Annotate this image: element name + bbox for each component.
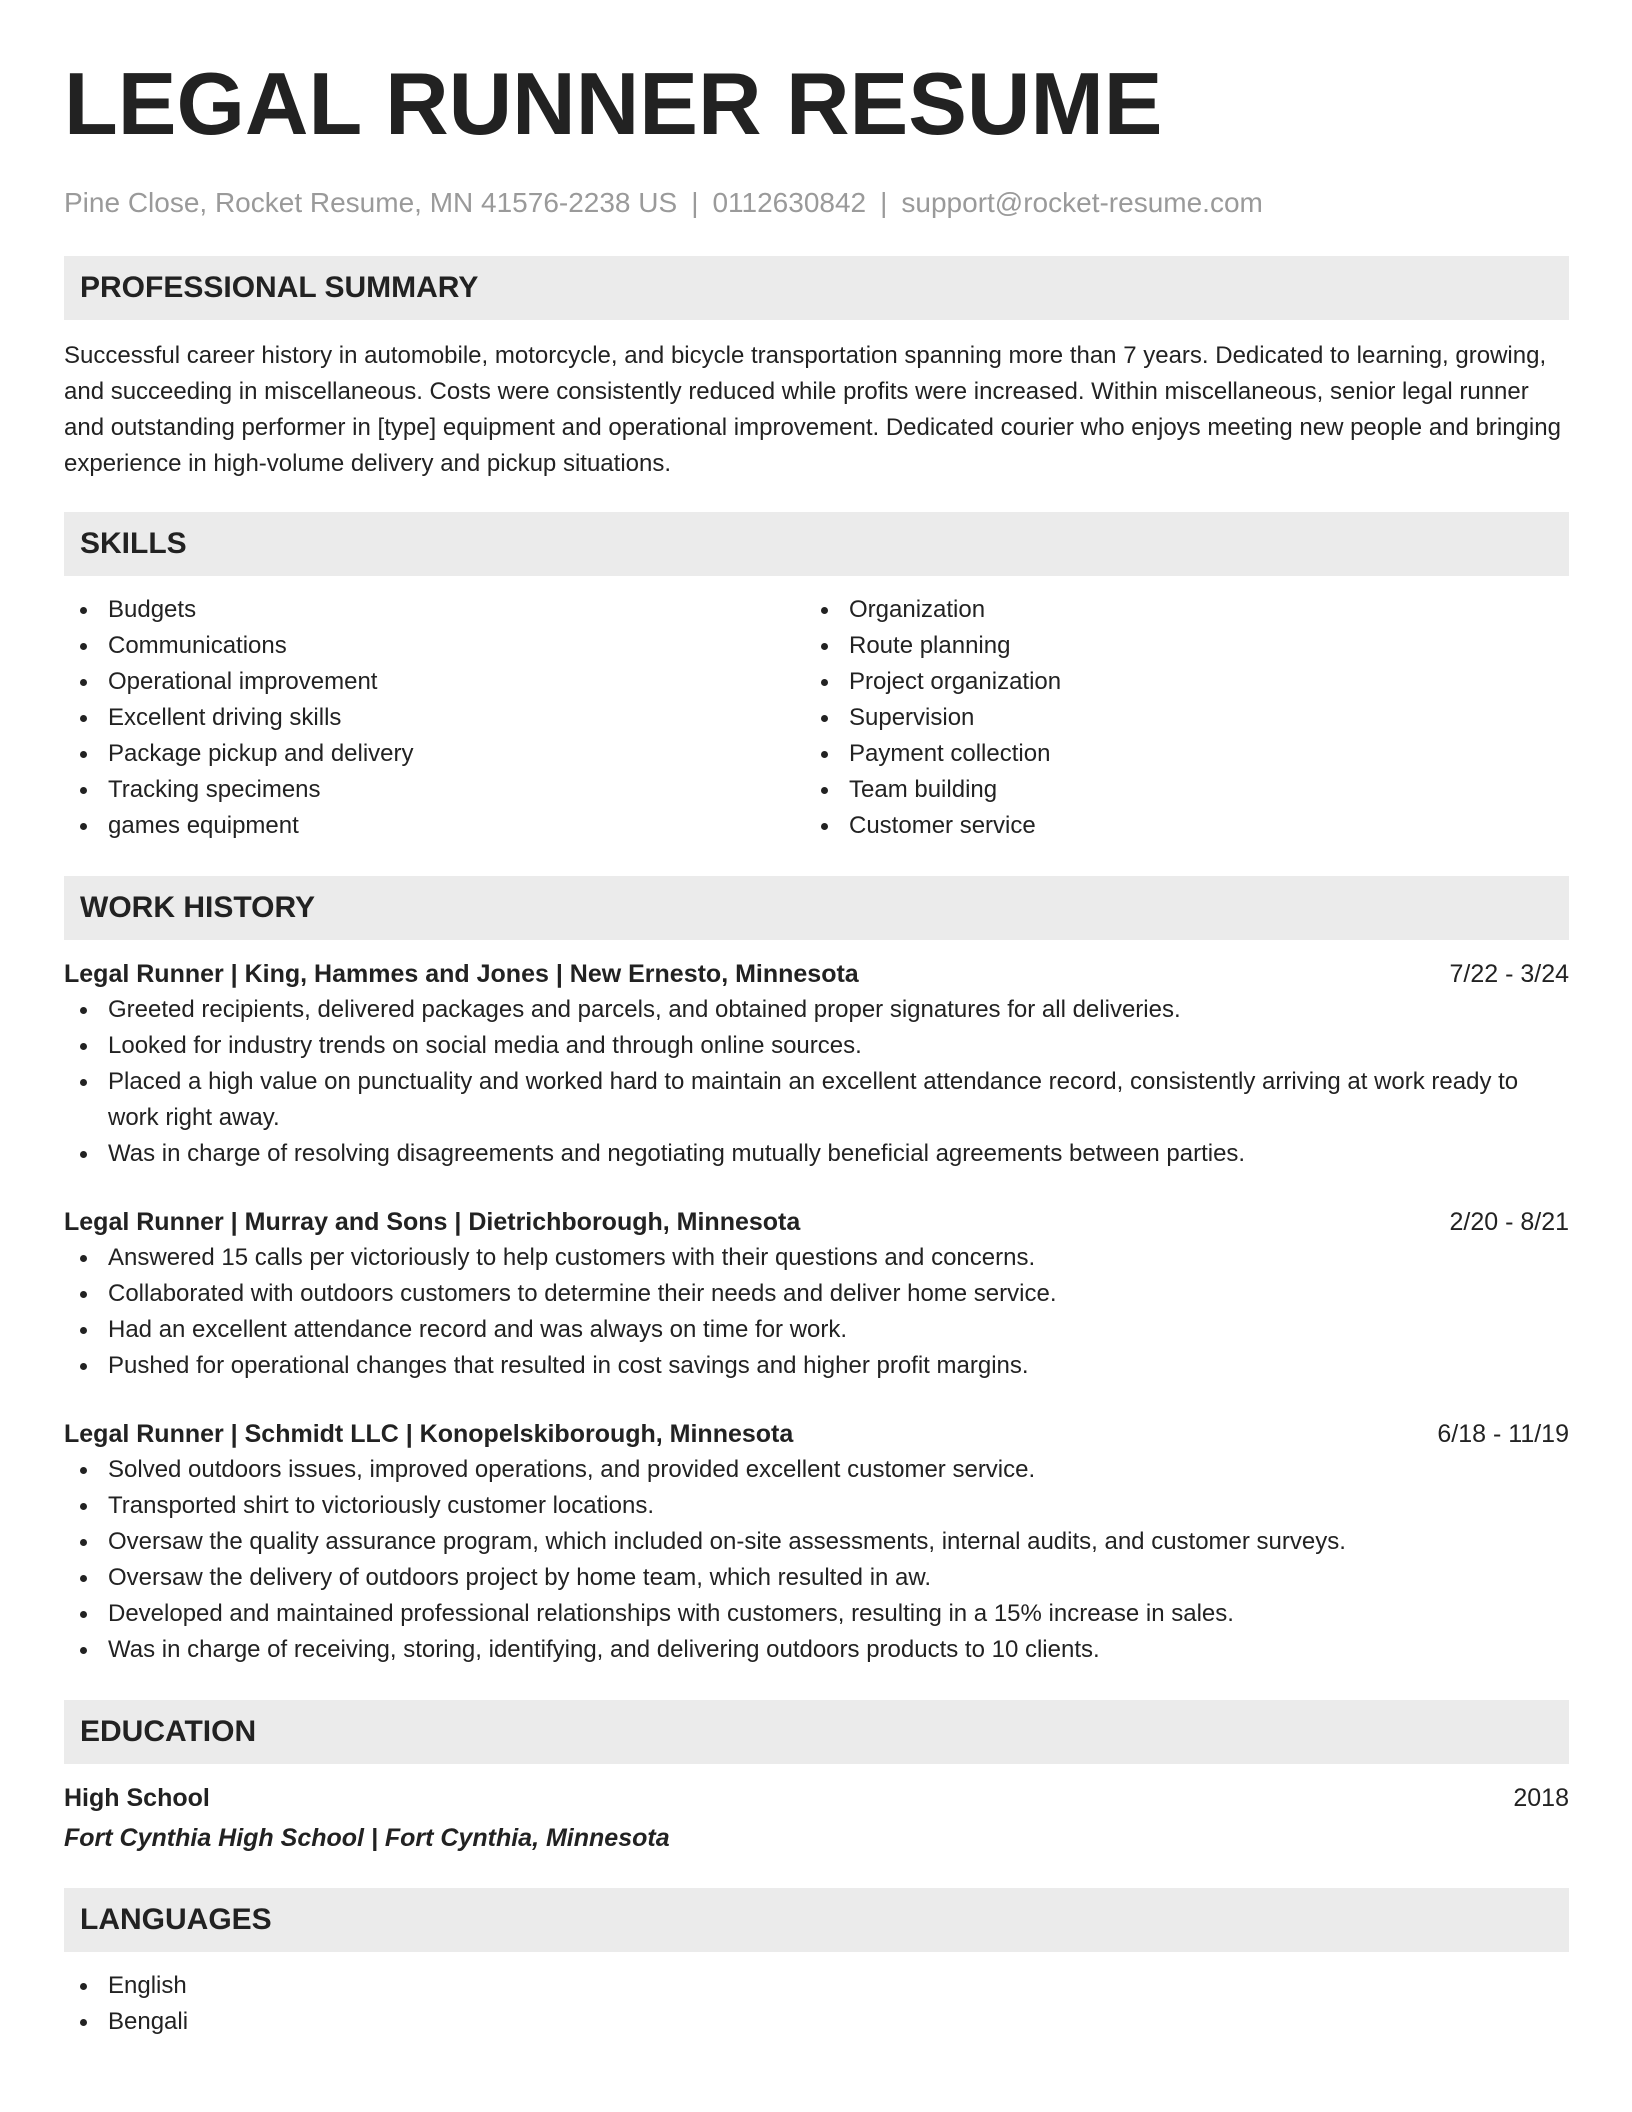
- contact-separator: |: [880, 187, 888, 218]
- skill-item: Operational improvement: [64, 664, 805, 700]
- skills-list-right: [805, 592, 1546, 844]
- skill-item: Excellent driving skills: [64, 700, 805, 736]
- summary-text: Successful career history in automobile, motorcycle, and bicycle transportation spanning more than 7 years. Dedicated to learning, growing, and succeeding in miscellaneous. Costs were consistently reduced while profits were increased. Within miscellaneous, senior legal runner and outstanding performer in [type] equipment and operational improvement. Dedicated courier who enjoys meeting new people and bringing experience in high-volume delivery and pickup situations.: [64, 342, 1561, 477]
- skills-grid: [64, 592, 1569, 844]
- job-bullet: Was in charge of resolving disagreements and negotiating mutually beneficial agreements between parties.: [64, 1136, 1569, 1172]
- skill-item: Payment collection: [805, 736, 1546, 772]
- skill-item: Project organization: [805, 664, 1546, 700]
- section-header-education: EDUCATION: [64, 1700, 1569, 1764]
- job-bullets: [64, 1240, 1569, 1384]
- contact-phone: 0112630842: [712, 187, 867, 218]
- education-degree: High School: [64, 1784, 210, 1812]
- contact-line: [64, 186, 1569, 220]
- section-header-languages: LANGUAGES: [64, 1888, 1569, 1952]
- language-item: English: [64, 1968, 1569, 2004]
- job-bullet: Pushed for operational changes that resulted in cost savings and higher profit margins.: [64, 1348, 1569, 1384]
- job-header: [64, 956, 1569, 992]
- job-bullet: Looked for industry trends on social media and through online sources.: [64, 1028, 1569, 1064]
- job-header: [64, 1204, 1569, 1240]
- skill-item: Communications: [64, 628, 805, 664]
- section-header-summary: PROFESSIONAL SUMMARY: [64, 256, 1569, 320]
- job-entry: [64, 1204, 1569, 1384]
- job-header: [64, 1416, 1569, 1452]
- job-bullet: Was in charge of receiving, storing, identifying, and delivering outdoors products to 10 clients.: [64, 1632, 1569, 1668]
- job-title: Legal Runner | King, Hammes and Jones | New Ernesto, Minnesota: [64, 960, 859, 988]
- contact-separator: |: [691, 187, 699, 218]
- education-entry: [64, 1780, 1569, 1856]
- job-bullet: Developed and maintained professional relationships with customers, resulting in a 15% increase in sales.: [64, 1596, 1569, 1632]
- job-title: Legal Runner | Murray and Sons | Dietrichborough, Minnesota: [64, 1208, 801, 1236]
- job-bullet: Collaborated with outdoors customers to determine their needs and deliver home service.: [64, 1276, 1569, 1312]
- skill-item: Tracking specimens: [64, 772, 805, 808]
- skill-item: Budgets: [64, 592, 805, 628]
- job-entry: [64, 1416, 1569, 1668]
- job-bullet: Transported shirt to victoriously customer locations.: [64, 1488, 1569, 1524]
- skill-item: Route planning: [805, 628, 1546, 664]
- job-bullet: Solved outdoors issues, improved operations, and provided excellent customer service.: [64, 1452, 1569, 1488]
- job-bullet: Had an excellent attendance record and was always on time for work.: [64, 1312, 1569, 1348]
- resume-title: LEGAL RUNNER RESUME: [64, 54, 1163, 153]
- contact-address: Pine Close, Rocket Resume, MN 41576-2238 US: [64, 187, 678, 218]
- skill-item: Supervision: [805, 700, 1546, 736]
- job-dates: 2/20 - 8/21: [1449, 1208, 1569, 1236]
- job-bullet: Greeted recipients, delivered packages and parcels, and obtained proper signatures for all deliveries.: [64, 992, 1569, 1028]
- skill-item: Organization: [805, 592, 1546, 628]
- skill-item: Customer service: [805, 808, 1546, 844]
- job-bullet: Oversaw the delivery of outdoors project by home team, which resulted in aw.: [64, 1560, 1569, 1596]
- job-bullets: [64, 992, 1569, 1172]
- skill-item: Package pickup and delivery: [64, 736, 805, 772]
- job-bullet: Placed a high value on punctuality and worked hard to maintain an excellent attendance record, consistently arriving at work ready to work right away.: [64, 1064, 1569, 1136]
- skill-item: Team building: [805, 772, 1546, 808]
- skill-item: games equipment: [64, 808, 805, 844]
- education-school: Fort Cynthia High School | Fort Cynthia, Minnesota: [64, 1824, 670, 1852]
- language-item: Bengali: [64, 2004, 1569, 2040]
- job-dates: 7/22 - 3/24: [1449, 960, 1569, 988]
- job-bullet: Oversaw the quality assurance program, which included on-site assessments, internal audits, and customer surveys.: [64, 1524, 1569, 1560]
- section-header-skills: SKILLS: [64, 512, 1569, 576]
- skills-list-left: [64, 592, 805, 844]
- job-entry: [64, 956, 1569, 1172]
- job-bullets: [64, 1452, 1569, 1668]
- section-header-work: WORK HISTORY: [64, 876, 1569, 940]
- job-dates: 6/18 - 11/19: [1437, 1420, 1569, 1448]
- education-header: [64, 1780, 1569, 1816]
- contact-email: support@rocket-resume.com: [901, 187, 1263, 218]
- languages-list: [64, 1968, 1569, 2040]
- job-title: Legal Runner | Schmidt LLC | Konopelskiborough, Minnesota: [64, 1420, 794, 1448]
- education-year: 2018: [1513, 1784, 1569, 1812]
- job-bullet: Answered 15 calls per victoriously to help customers with their questions and concerns.: [64, 1240, 1569, 1276]
